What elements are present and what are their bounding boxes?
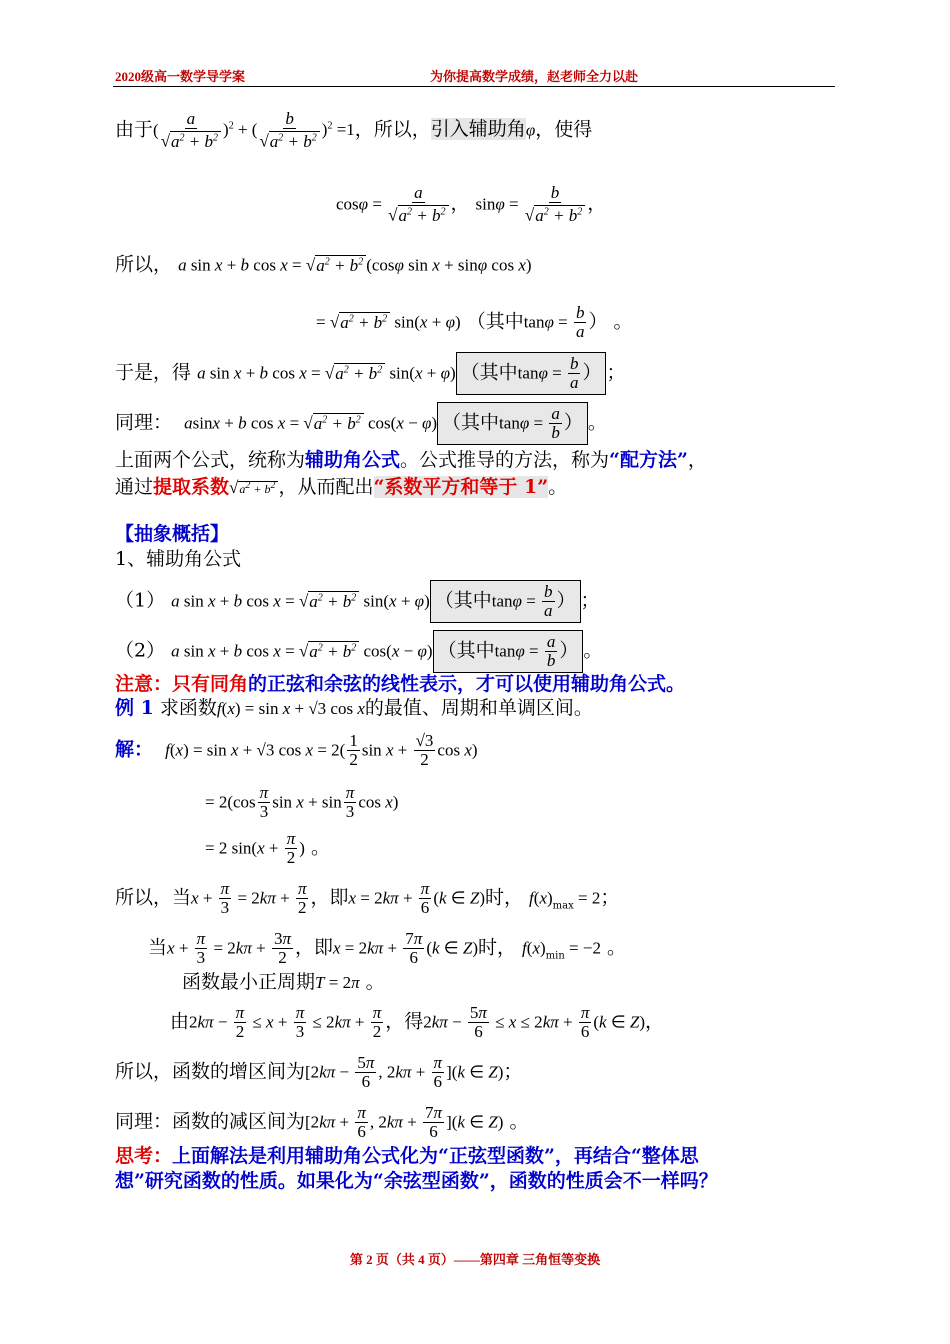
so-line: 所以， a sin x + b $\cos x = √a^2 + b^2$ (cosφ sin x + sinφ cos x) [115,253,532,276]
solution-line-1: 解： f(x) = sin x + √3 cos x = 2( $\frac{1}{2}$ sin x + $\frac{√3}{2}$ cos x) [115,731,478,769]
note-line: 注意：只有同角的正弦和余弦的线性表示，才可以使用辅助角公式。 [115,673,686,695]
header-rule [113,86,835,87]
intro-highlight: 引入辅助角 [430,118,526,141]
decrease-interval: 同理：函数的减区间为[2kπ + $\frac{\pi}{6}$ , 2kπ + $\frac{7\pi}{6}$ ](k ∈ Z) 。 [115,1103,529,1141]
period-line: 函数最小正周期T = 2π 。 [182,971,385,993]
max-line: 所以，当x + $\frac{\pi}{3}$ = 2kπ + $\frac{\pi}{2}$ ，即x = 2kπ + $\frac{\pi}{6}$ (k ∈ Z)时， $f(x)_{max} = 2$； [115,879,620,917]
min-line: 当x + $\frac{\pi}{3}$ = 2kπ + $\frac{3\pi}{2}$ ，即x = 2kπ + $\frac{7\pi}{6}$ (k ∈ Z)时， $f(x)_{min} = -2$ 。 [148,929,627,967]
intro-prefix: 由于 [115,118,154,141]
formula-1: （1） a sin x + b $\cos x = √a^2 + b^2$ sin(x + φ) （其中tanφ = $\frac{b}{a}$ ） ； [115,580,600,623]
section-item: 1、辅助角公式 [115,548,242,570]
solution-line-2: = 2(cos $\frac{\pi}{3}$ sin x + sin $\frac{\pi}{3}$ cos x) [205,783,399,821]
summary-line-1: 上面两个公式，统称为辅助角公式。公式推导的方法，称为“配方法”， [115,449,707,471]
header-left: 2020级高一数学导学案 [115,69,246,84]
section-title: 【抽象概括】 [115,523,230,545]
formula-2: （2） a sin x + b $\cos x = √a^2 + b^2$ cos(x − φ) （其中tanφ = $\frac{a}{b}$ ） 。 [115,630,602,673]
summary-line-2: 通过提取系数$√a^2 + b^2$ ，从而配出“系数平方和等于 1”。 [115,476,568,498]
solution-line-3: = 2 sin(x + $\frac{\pi}{2}$ ) 。 [205,829,330,867]
footer: 第 2 页（共 4 页）——第四章 三角恒等变换 [349,1252,601,1267]
think-line-1: 思考：上面解法是利用辅助角公式化为“正弦型函数”，再结合“整体思 [115,1145,699,1167]
interval-derivation: 由2kπ − $\frac{\pi}{2}$ ≤ x + $\frac{\pi}{3}$ ≤ 2kπ + $\frac{\pi}{2}$ ，得2kπ − $\frac{5\pi}{6}$ ≤ x ≤ 2kπ + $\frac{\pi}{6}$ (k ∈ Z)， [170,1003,665,1041]
think-line-2: 想”研究函数的性质。如果化为“余弦型函数”，函数的性质会不一样吗？ [115,1170,718,1192]
intro-suffix-b: ，使得 [535,118,593,141]
header-right: 为你提高数学成绩，赵老师全力以赴 [430,69,639,84]
increase-interval: 所以，函数的增区间为[2kπ − $\frac{5\pi}{6}$ , 2kπ + $\frac{\pi}{6}$ ](k ∈ Z)； [115,1053,523,1091]
intro-suffix-a: ，所以， [354,118,431,141]
cos-sin-def: cosφ = $\frac{a}{√a^2 + b^2}$ ， sinφ = $\frac{b}{√a^2 + b^2}$ ， [336,183,607,225]
yushi-line: 于是，得 a sin x + b $\cos x = √a^2 + b^2$ sin(x + φ) （其中tanφ = $\frac{b}{a}$ ） ； [115,352,625,395]
example-line: 例 1 求函数f(x) = sin x + √3 cos x的最值、周期和单调区间。 [115,697,593,719]
intro-line: 由于( $\frac{a}{√a^2 + b^2}$ )$^2$ + ( $\frac{b}{√a^2 + b^2}$ )$^2$ =1，所以，引入辅助角φ，使得 [115,109,593,151]
tongli-line: 同理： asinx + b $\cos x = √a^2 + b^2$ cos(x − φ) （其中tanφ = $\frac{a}{b}$ ） 。 [115,402,607,445]
so-line-2: = $√a^2 + b^2$ sin(x + φ) （其中tanφ = $\frac{b}{a}$ ） 。 [316,303,633,341]
